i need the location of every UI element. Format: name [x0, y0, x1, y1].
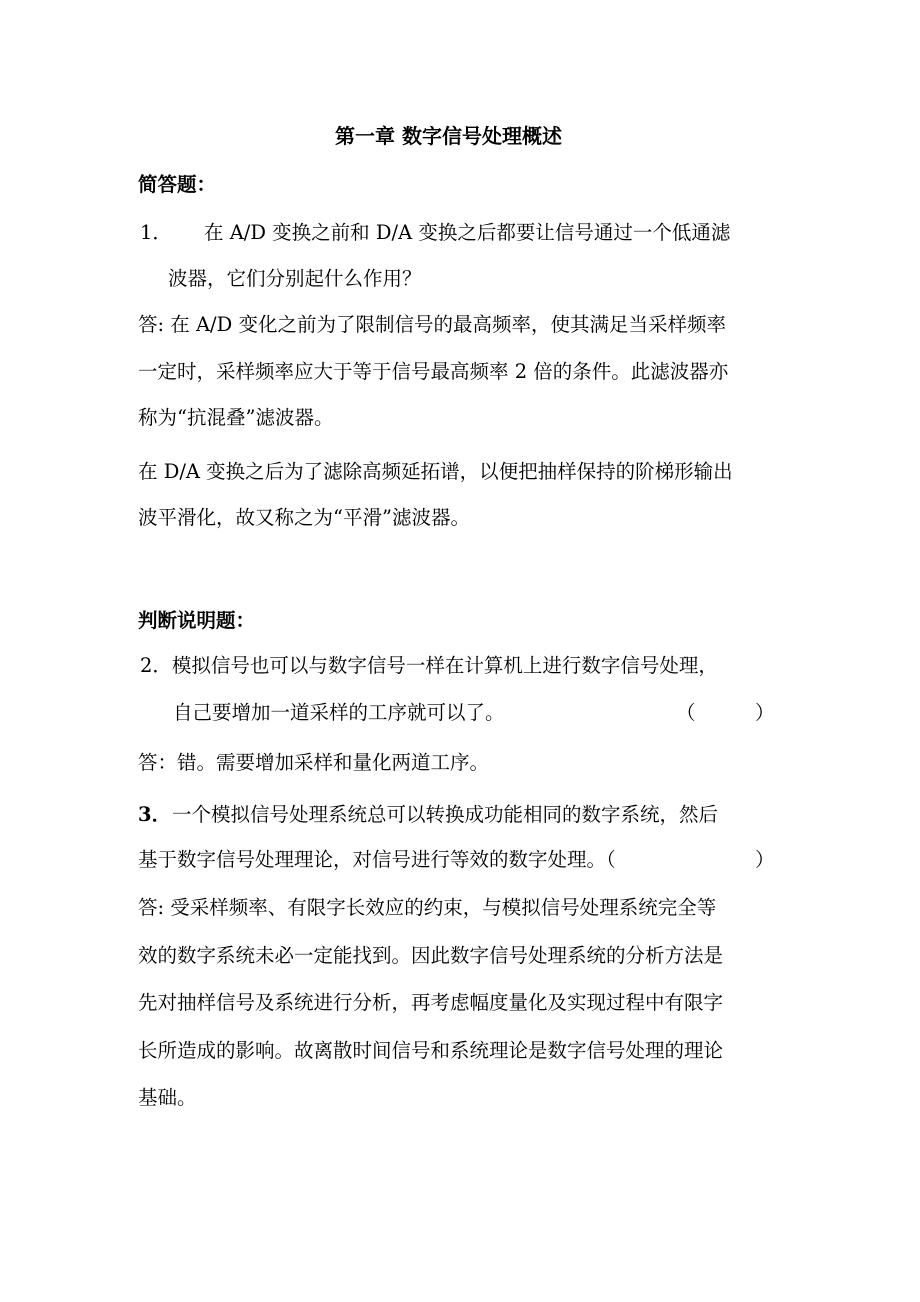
question-2-paren-open: （: [676, 701, 696, 724]
question-3-paren-close: ）: [755, 848, 775, 871]
question-1-line1: 在 A/D 变换之前和 D/A 变换之后都要让信号通过一个低通滤: [204, 221, 731, 244]
question-2-paren-close: ）: [755, 701, 775, 724]
question-2-line2: 自己要增加一道采样的工序就可以了。: [173, 701, 505, 724]
page-title: 第一章 数字信号处理概述: [335, 124, 562, 148]
answer-2: 答：错。需要增加采样和量化两道工序。: [138, 751, 490, 774]
question-3-number: 3．: [138, 803, 172, 826]
answer-1-line5: 波平滑化，故又称之为“平滑”滤波器。: [138, 506, 470, 529]
question-3-line2: 基于数字信号处理理论，对信号进行等效的数字处理。（: [138, 848, 616, 871]
question-2-line1: 2．模拟信号也可以与数字信号一样在计算机上进行数字信号处理，: [140, 654, 718, 677]
answer-3-line3: 先对抽样信号及系统进行分析，再考虑幅度量化及实现过程中有限字: [138, 991, 724, 1014]
answer-1-line1: 答: 在 A/D 变化之前为了限制信号的最高频率，使其满足当采样频率: [138, 313, 726, 336]
question-1-line2: 波器，它们分别起什么作用？: [168, 267, 422, 290]
answer-1-line4: 在 D/A 变换之后为了滤除高频延拓谱，以便把抽样保持的阶梯形输出: [138, 460, 733, 483]
answer-1-line2: 一定时，采样频率应大于等于信号最高频率 2 倍的条件。此滤波器亦: [138, 360, 729, 383]
answer-3-line2: 效的数字系统未必一定能找到。因此数字信号处理系统的分析方法是: [138, 944, 724, 967]
question-1-number: 1．: [140, 221, 172, 244]
answer-3-line5: 基础。: [138, 1086, 197, 1109]
answer-1-line3: 称为“抗混叠”滤波器。: [138, 406, 334, 429]
section-heading-short-answer: 简答题：: [138, 173, 217, 196]
answer-3-line1: 答: 受采样频率、有限字长效应的约束，与模拟信号处理系统完全等: [138, 896, 717, 919]
question-3-line1: 一个模拟信号处理系统总可以转换成功能相同的数字系统，然后: [172, 803, 719, 826]
answer-3-line4: 长所造成的影响。故离散时间信号和系统理论是数字信号处理的理论: [138, 1039, 724, 1062]
section-heading-judgment: 判断说明题：: [138, 609, 256, 632]
